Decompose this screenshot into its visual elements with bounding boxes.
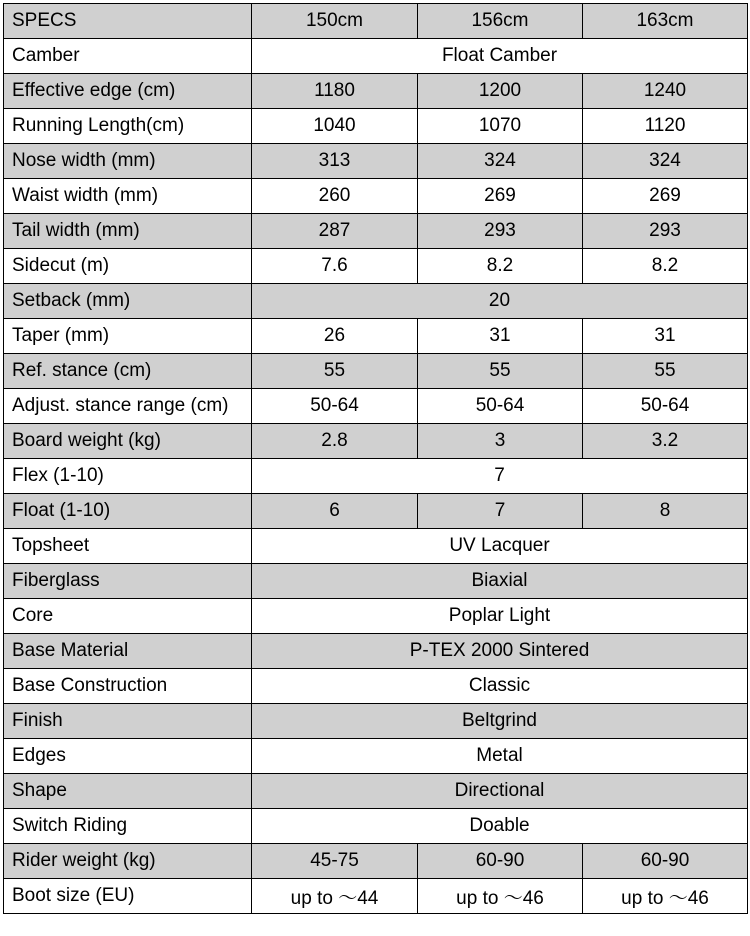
spec-value: 8.2 bbox=[583, 249, 748, 284]
spec-label: Flex (1-10) bbox=[4, 459, 252, 494]
spec-label: Topsheet bbox=[4, 529, 252, 564]
spec-value: 60-90 bbox=[418, 844, 583, 879]
spec-value: 1120 bbox=[583, 109, 748, 144]
spec-label: Adjust. stance range (cm) bbox=[4, 389, 252, 424]
spec-value: 7.6 bbox=[252, 249, 418, 284]
spec-label: Running Length(cm) bbox=[4, 109, 252, 144]
size-header-150: 150cm bbox=[252, 4, 418, 39]
spec-value: Biaxial bbox=[252, 564, 748, 599]
spec-row bbox=[4, 564, 748, 599]
spec-value: 50-64 bbox=[252, 389, 418, 424]
spec-value: 1070 bbox=[418, 109, 583, 144]
size-header-163: 163cm bbox=[583, 4, 748, 39]
spec-value: 269 bbox=[583, 179, 748, 214]
spec-row bbox=[4, 249, 748, 284]
spec-row bbox=[4, 494, 748, 529]
spec-label: Switch Riding bbox=[4, 809, 252, 844]
spec-value: 8 bbox=[583, 494, 748, 529]
spec-value: Poplar Light bbox=[252, 599, 748, 634]
spec-value: 324 bbox=[583, 144, 748, 179]
spec-label: Sidecut (m) bbox=[4, 249, 252, 284]
spec-row bbox=[4, 879, 748, 914]
spec-row bbox=[4, 74, 748, 109]
spec-value: 3 bbox=[418, 424, 583, 459]
spec-value: 50-64 bbox=[583, 389, 748, 424]
spec-label: Core bbox=[4, 599, 252, 634]
spec-value: 2.8 bbox=[252, 424, 418, 459]
spec-row bbox=[4, 774, 748, 809]
spec-value: 1200 bbox=[418, 74, 583, 109]
spec-label: Camber bbox=[4, 39, 252, 74]
spec-value: up to ～46 bbox=[583, 879, 748, 914]
spec-row bbox=[4, 389, 748, 424]
spec-label: Board weight (kg) bbox=[4, 424, 252, 459]
spec-value: 45-75 bbox=[252, 844, 418, 879]
spec-row bbox=[4, 319, 748, 354]
spec-value: UV Lacquer bbox=[252, 529, 748, 564]
spec-value: 55 bbox=[252, 354, 418, 389]
spec-value: 287 bbox=[252, 214, 418, 249]
spec-label: Setback (mm) bbox=[4, 284, 252, 319]
spec-label: Tail width (mm) bbox=[4, 214, 252, 249]
spec-label: Rider weight (kg) bbox=[4, 844, 252, 879]
spec-label: Waist width (mm) bbox=[4, 179, 252, 214]
spec-row bbox=[4, 809, 748, 844]
spec-value: Directional bbox=[252, 774, 748, 809]
spec-value: Doable bbox=[252, 809, 748, 844]
header-row bbox=[4, 4, 748, 39]
spec-value: 20 bbox=[252, 284, 748, 319]
spec-row bbox=[4, 739, 748, 774]
spec-row bbox=[4, 214, 748, 249]
spec-value: up to ～44 bbox=[252, 879, 418, 914]
spec-value: 3.2 bbox=[583, 424, 748, 459]
spec-row bbox=[4, 39, 748, 74]
spec-label: Float (1-10) bbox=[4, 494, 252, 529]
spec-label: Boot size (EU) bbox=[4, 879, 252, 914]
spec-value: 313 bbox=[252, 144, 418, 179]
size-header-156: 156cm bbox=[418, 4, 583, 39]
spec-value: 1040 bbox=[252, 109, 418, 144]
spec-value: up to ～46 bbox=[418, 879, 583, 914]
spec-label: Nose width (mm) bbox=[4, 144, 252, 179]
spec-row bbox=[4, 529, 748, 564]
spec-value: 1180 bbox=[252, 74, 418, 109]
spec-value: P-TEX 2000 Sintered bbox=[252, 634, 748, 669]
spec-row bbox=[4, 669, 748, 704]
spec-row bbox=[4, 459, 748, 494]
spec-value: 26 bbox=[252, 319, 418, 354]
spec-value: 60-90 bbox=[583, 844, 748, 879]
spec-value: 55 bbox=[583, 354, 748, 389]
spec-value: 6 bbox=[252, 494, 418, 529]
spec-value: Float Camber bbox=[252, 39, 748, 74]
spec-value: 31 bbox=[418, 319, 583, 354]
spec-row bbox=[4, 144, 748, 179]
spec-value: 324 bbox=[418, 144, 583, 179]
spec-value: Beltgrind bbox=[252, 704, 748, 739]
spec-value: 8.2 bbox=[418, 249, 583, 284]
spec-label: Shape bbox=[4, 774, 252, 809]
spec-row bbox=[4, 284, 748, 319]
spec-value: 293 bbox=[418, 214, 583, 249]
spec-row bbox=[4, 704, 748, 739]
spec-value: 1240 bbox=[583, 74, 748, 109]
spec-row bbox=[4, 354, 748, 389]
spec-value: 7 bbox=[418, 494, 583, 529]
specs-table-body bbox=[4, 4, 748, 914]
specs-header-label: SPECS bbox=[4, 4, 252, 39]
spec-label: Finish bbox=[4, 704, 252, 739]
spec-label: Taper (mm) bbox=[4, 319, 252, 354]
spec-row bbox=[4, 599, 748, 634]
spec-label: Edges bbox=[4, 739, 252, 774]
spec-label: Base Material bbox=[4, 634, 252, 669]
spec-value: 293 bbox=[583, 214, 748, 249]
spec-value: 31 bbox=[583, 319, 748, 354]
spec-value: 260 bbox=[252, 179, 418, 214]
spec-label: Base Construction bbox=[4, 669, 252, 704]
spec-label: Fiberglass bbox=[4, 564, 252, 599]
spec-label: Ref. stance (cm) bbox=[4, 354, 252, 389]
spec-value: Classic bbox=[252, 669, 748, 704]
spec-row bbox=[4, 844, 748, 879]
spec-row bbox=[4, 424, 748, 459]
spec-row bbox=[4, 179, 748, 214]
spec-value: 55 bbox=[418, 354, 583, 389]
spec-value: 50-64 bbox=[418, 389, 583, 424]
spec-value: 7 bbox=[252, 459, 748, 494]
spec-row bbox=[4, 109, 748, 144]
specs-table bbox=[3, 3, 748, 914]
spec-value: Metal bbox=[252, 739, 748, 774]
spec-label: Effective edge (cm) bbox=[4, 74, 252, 109]
spec-row bbox=[4, 634, 748, 669]
spec-value: 269 bbox=[418, 179, 583, 214]
